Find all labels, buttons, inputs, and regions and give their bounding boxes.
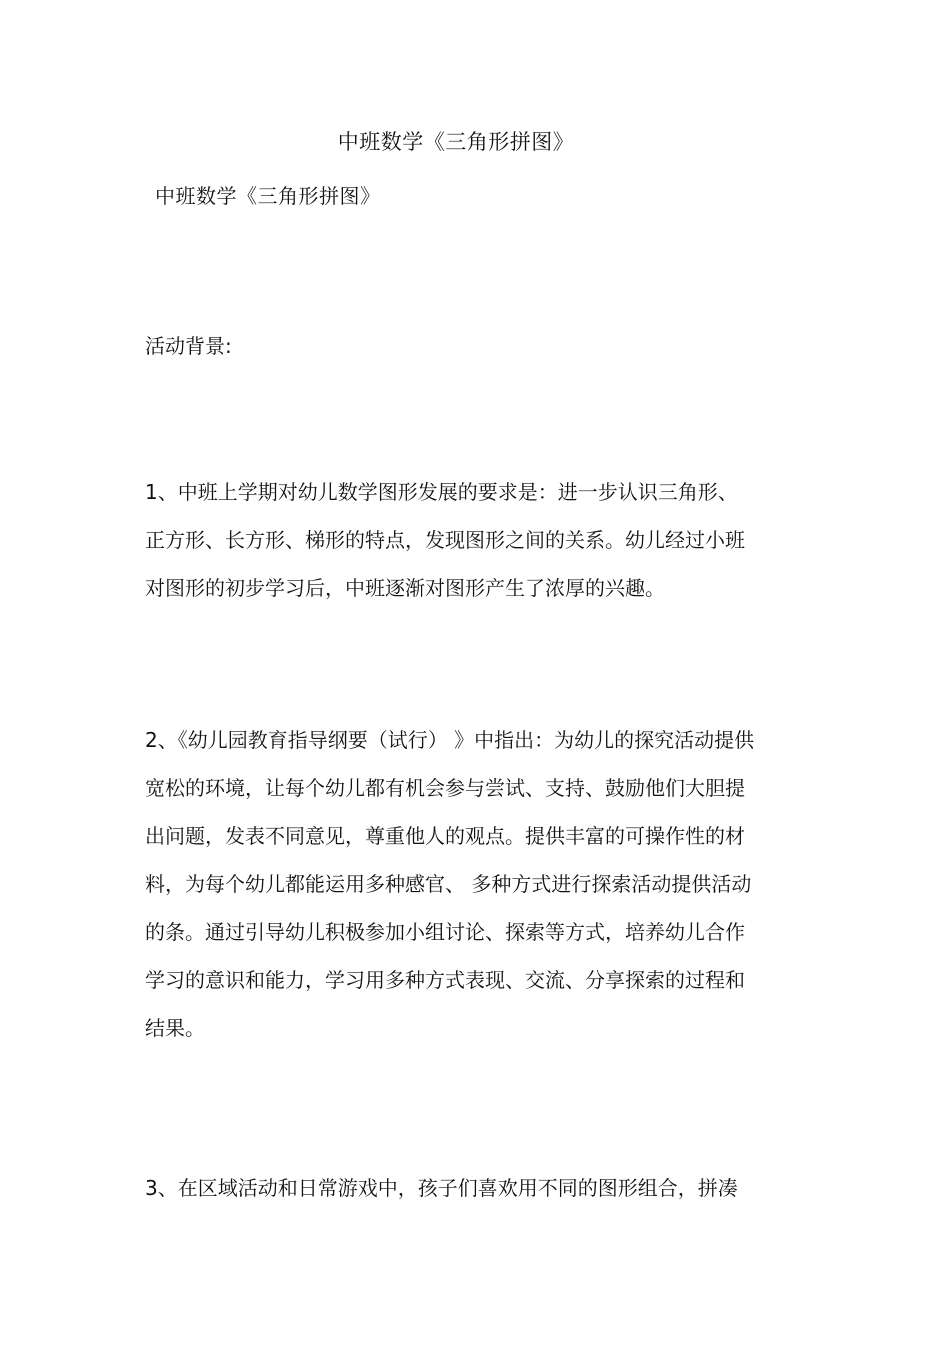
document-title: 中班数学《三角形拼图》 <box>337 130 575 154</box>
paragraph-line: 宽松的环境，让每个幼儿都有机会参与尝试、支持、鼓励他们大胆提 <box>145 776 745 800</box>
paragraph-line: 学习的意识和能力，学习用多种方式表现、交流、分享探索的过程和 <box>145 968 745 992</box>
paragraph-line: 3、在区域活动和日常游戏中，孩子们喜欢用不同的图形组合，拼凑 <box>145 1176 738 1200</box>
paragraph-2 <box>145 716 805 1052</box>
paragraph-line: 1、中班上学期对幼儿数学图形发展的要求是：进一步认识三角形、 <box>145 480 738 504</box>
paragraph-line: 结果。 <box>145 1016 205 1040</box>
paragraph-line: 2、《幼儿园教育指导纲要（试行） 》中指出：为幼儿的探究活动提供 <box>145 728 755 752</box>
paragraph-line: 料，为每个幼儿都能运用多种感官、 多种方式进行探索活动提供活动 <box>145 872 752 896</box>
document-subtitle: 中班数学《三角形拼图》 <box>155 184 381 208</box>
paragraph-line: 对图形的初步学习后，中班逐渐对图形产生了浓厚的兴趣。 <box>145 576 665 600</box>
paragraph-1 <box>145 468 805 612</box>
paragraph-3 <box>145 1164 805 1212</box>
section-heading: 活动背景: <box>145 334 232 358</box>
paragraph-line: 出问题，发表不同意见，尊重他人的观点。提供丰富的可操作性的材 <box>145 824 745 848</box>
paragraph-line: 正方形、长方形、梯形的特点，发现图形之间的关系。幼儿经过小班 <box>145 528 745 552</box>
paragraph-line: 的条。通过引导幼儿积极参加小组讨论、探索等方式，培养幼儿合作 <box>145 920 745 944</box>
